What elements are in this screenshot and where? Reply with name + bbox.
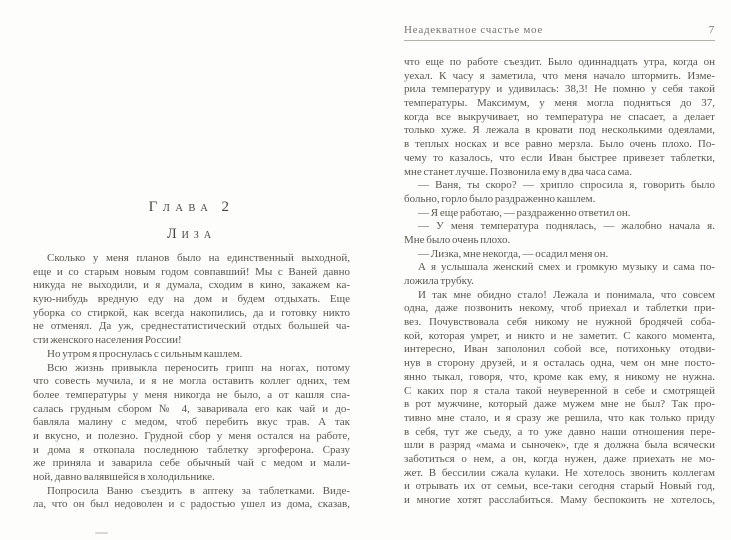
running-title: Неадекватное счастье мое [404, 24, 543, 36]
right-page-text [404, 56, 715, 508]
text-line: когда все выкручивает, но температура не спасает, а делает [404, 110, 715, 123]
chapter-subheading: ЛИЗА [166, 226, 217, 242]
text-line: вез. Почувствовала себя никому не нужной бродячей соба- [404, 316, 715, 329]
text-line: салась грудным сбором № 4, заваривала его как чай и до- [33, 402, 350, 415]
text-line: температуры. Максимум, у меня могла подняться до 37, [404, 97, 715, 110]
text-line: И так мне обидно стало! Лежала и понимала, что совсем [418, 288, 715, 301]
text-line: интересно, Иван заполонил собой все, потихоньку отодви- [404, 343, 715, 356]
text-line: шли в разряд «мама и сыночек», где я должна была всячески [404, 439, 715, 452]
text-line: кой, которая умрет, и никто и не заметит. С какого момента, [404, 329, 715, 342]
text-line: мне станет лучше. Позвонила ему в два часа сама. [404, 165, 632, 178]
text-line: Сколько у меня планов было на единственный выходной, [47, 252, 350, 264]
text-line: Но утром я проснулась с сильным кашлем. [47, 347, 243, 360]
text-line: жет. В бессилии сжала кулаки. Не хотелось звонить коллегам [404, 466, 715, 479]
text-line: что совесть мучила, и я не могла оставить коллег одних, тем [33, 375, 350, 388]
text-line: более температуры у меня никогда не было, а от кашля спа- [33, 388, 350, 401]
text-line: кую-нибудь вредную еду на дом и будем отдыхать. Еще [33, 293, 350, 306]
text-line: не отменял. Да уж, среднестатистический отдых большей ча- [33, 320, 350, 333]
text-line: бавляла малину с медом, чтоб перебить вкус трав. А так [33, 416, 350, 429]
text-line: в рот мужчине, который даже мужем мне не был? Так про- [404, 398, 715, 411]
running-header [404, 24, 715, 41]
text-line: Мне было очень плохо. [404, 233, 511, 246]
page-number: 7 [708, 24, 715, 36]
text-line: и многие хотят расслабиться. Маму беспокоить не хотелось, [404, 494, 715, 506]
chapter-heading: ГЛАВА 2 [148, 199, 235, 215]
text-line: Попросила Ваню съездить в аптеку за таблетками. Виде- [47, 484, 350, 497]
text-line: и вкусно, и полезно. Грудной сбор у меня остался на работе, [33, 429, 350, 442]
text-line: С каких пор я стала такой неуверенной в себе и смотрящей [404, 384, 715, 397]
text-line: тивно мне стало, и я сразу же решила, что как только приду [404, 411, 715, 424]
text-line: уехал. К часу я заметила, что меня начало штормить. Изме- [404, 69, 715, 82]
text-line: — У меня температура поднялась, — жалобно начала я. [418, 220, 715, 233]
text-line: — Ваня, ты скоро? — хрипло спросила я, говорить было [418, 179, 715, 192]
text-line: рила температуру и удивилась: 38,3! Не помню у себя такой [404, 83, 715, 96]
text-line: заботиться о нем, а он, когда нужен, даже приехать не мо- [404, 452, 715, 465]
text-line: еще и со старым новым годом совпавший! Мы с Ваней давно [33, 265, 350, 278]
text-line: больно, горло было раздраженно кашлем. [404, 192, 596, 205]
text-line: и дома я откопала последнюю таблетку эргоферона. Сразу [33, 443, 350, 456]
text-line: чему то казалось, что если Иван быстрее привезет таблетки, [404, 151, 715, 164]
text-line: нув в сторону друзей, и я осталась одна, чем он мне посто- [404, 357, 715, 370]
text-line: что еще по работе съездит. Было одиннадцать утра, когда он [404, 56, 715, 68]
text-line: ной, давно валявшейся в холодильнике. [33, 471, 215, 483]
text-line: одна, даже позвонить некому, чтоб приехал и таблетки при- [404, 302, 715, 315]
text-line: уборка со стиркой, как всегда накопились, да и готовку никто [33, 306, 350, 319]
text-line: Всю жизнь привыкла переносить грипп на ногах, потому [47, 361, 350, 374]
chapter-head [33, 200, 350, 243]
text-line: ложила трубку. [404, 275, 474, 287]
text-line: А я услышала женский смех и громкую музыку и сама по- [418, 261, 715, 274]
right-page [365, 0, 731, 540]
text-line: в теплых носках и все равно мерзла. Было очень плохо. По- [404, 138, 715, 151]
text-line: — Лизка, мне некогда, — осадил меня он. [418, 247, 609, 260]
left-page [0, 0, 365, 540]
text-line: сти женского населения России! [33, 334, 182, 347]
text-line: — Я еще работаю, — раздраженно ответил он. [418, 206, 631, 219]
text-line: в себя, тут же съеду, а то уже давно наши отношения пере- [404, 425, 715, 438]
left-page-text [33, 252, 350, 512]
text-line: никуда не выходили, и я думала, сходим в кино, закажем ка- [33, 279, 350, 292]
text-line: только хуже. Я лежала в кровати под несколькими одеялами, [404, 124, 715, 137]
text-line: янно тыкал, говоря, что, кроме как ему, я никому не нужна. [404, 370, 715, 383]
text-line: и отрывать их от семьи, все-таки сегодня старый Новый год, [404, 480, 715, 493]
scan-artifact [95, 532, 108, 534]
text-line: же приняла и заварила себе обычный чай с медом и мали- [33, 457, 350, 470]
text-line: ла, что он был недоволен и с радостью ушел из дома, сказав, [33, 498, 350, 511]
